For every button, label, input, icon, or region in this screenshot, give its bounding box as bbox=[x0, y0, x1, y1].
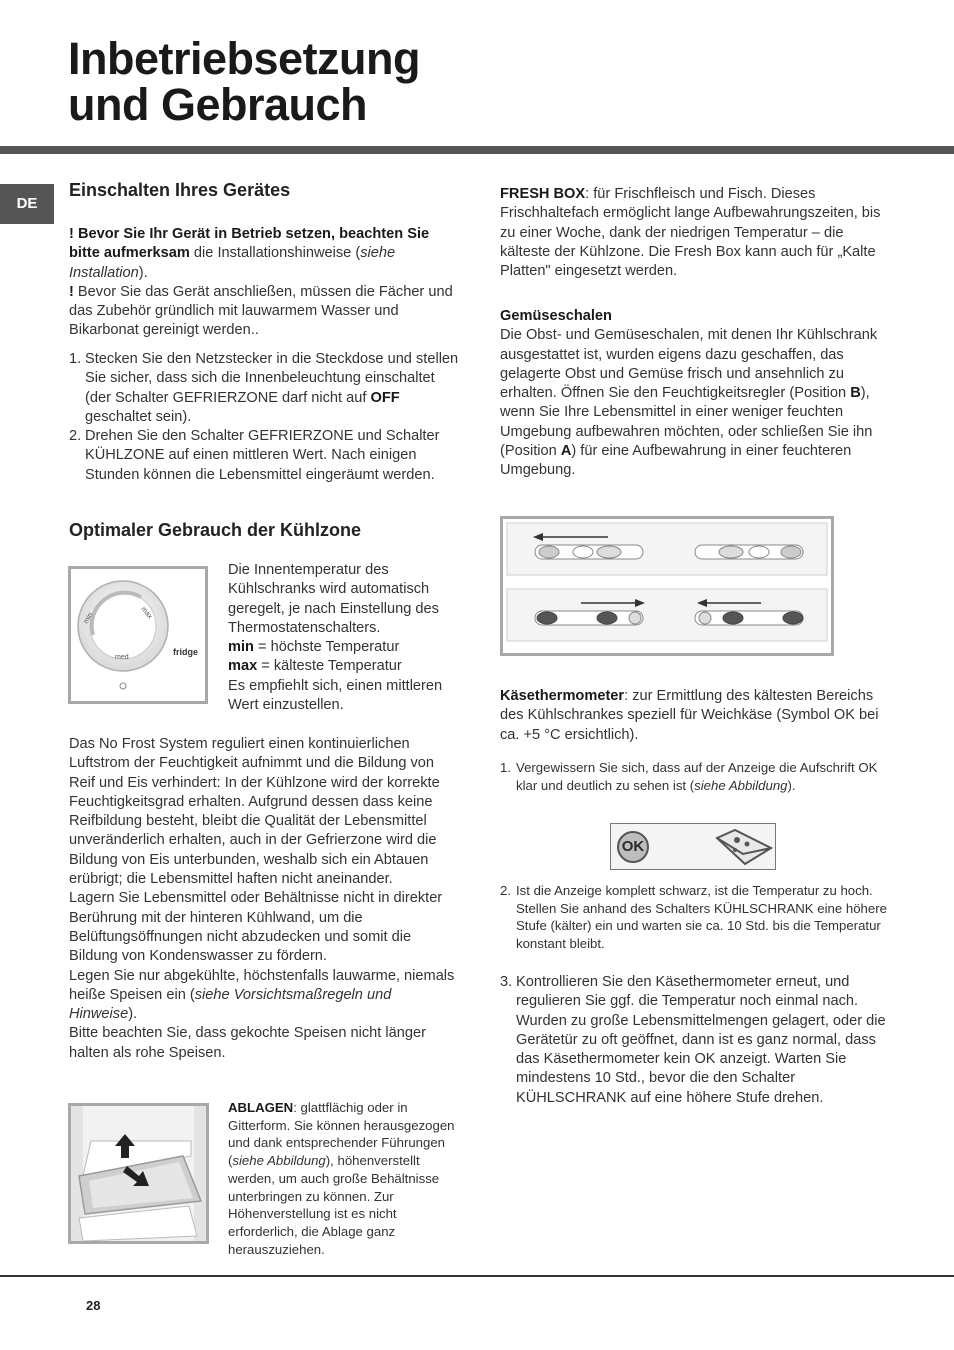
nofrost-paragraph-4: Bitte beachten Sie, dass gekochte Speisen nicht länger halten als rohe Speisen. bbox=[69, 1025, 426, 1061]
vegetable-heading-text: Gemüseschalen bbox=[500, 308, 612, 324]
list-item-text bbox=[516, 759, 892, 794]
steps-list bbox=[69, 350, 461, 485]
c1-text: Vergewissern Sie sich, dass auf der Anzeige die Aufschrift OK klar und deutlich zu sehen ist ( bbox=[516, 760, 878, 793]
veg-text-2: ), wenn Sie Ihre Lebensmittel in einer weniger feuchten Umgebung aufbewahren möchten, oder schließen Sie ihn (Position bbox=[500, 385, 873, 460]
shelf-illustration bbox=[71, 1106, 206, 1241]
min-bold: min bbox=[228, 639, 254, 656]
thermostat-figure bbox=[68, 566, 208, 704]
header-divider bbox=[0, 146, 954, 154]
list-item-text bbox=[85, 350, 461, 427]
warning-1-text: die Installationshinweise ( bbox=[189, 245, 361, 262]
thermostat-text bbox=[228, 561, 463, 715]
list-item-text: Ist die Anzeige komplett schwarz, ist die Temperatur zu hoch. Stellen Sie anhand des Schalters KÜHLSCHRANK eine höhere Stufe (kälter) ein und warten sie ca. 10 Std. bis die Temperatur konstant bleibt. bbox=[516, 883, 887, 952]
thermostat-recommendation: Es empfiehlt sich, einen mittleren Wert einzustellen. bbox=[228, 677, 443, 714]
list-item-text: Kontrollieren Sie den Käsethermometer erneut, und regulieren Sie ggf. die Temperatur noch einmal nach. Wurden zu große Lebensmittelmengen gelagert, oder die Gerätetür zu oft geöffnet, dann ist es ganz normal, dass das Käsethermometer kein OK anzeigt. Warten Sie mindestens 10 Std., bevor die den Schalter KÜHLSCHRANK auf eine höhere Stufe drehen. bbox=[516, 974, 886, 1106]
nofrost-paragraph-3 bbox=[69, 967, 461, 1025]
nofrost-paragraph-1: Das No Frost System reguliert einen kontinuierlichen Luftstrom der Feuchtigkeit aufnimmt und die Bildung von Reif und Eis verhindert: In der Kühlzone wird der korrekte Feuchtigkeitsgrad erhalten. Aufgrund dessen dass keine Reifbildung besteht, bleibt die Qualität der Lebensmittel unveränderlich erhalten, auch in der Gefrierzone wird die Bildung von Eis unterbunden, weshalb sich ein Abtauen erübrigt; die Lebensmittel haften nicht aneinander. bbox=[69, 736, 440, 888]
ok-indicator-figure bbox=[610, 823, 776, 870]
ablagen-bold: ABLAGEN bbox=[228, 1100, 294, 1115]
list-item bbox=[69, 427, 461, 485]
page-title-line2: und Gebrauch bbox=[68, 79, 368, 130]
ablagen-text-1: : glattflächig oder in Gitterform. Sie können herausgezogen und dank entsprechender Führungen ( bbox=[228, 1100, 455, 1169]
list-item bbox=[69, 350, 461, 427]
cheese-symbol-icon bbox=[715, 828, 773, 866]
max-line bbox=[228, 657, 463, 676]
ablagen-text bbox=[228, 1099, 464, 1258]
cheese-step-3 bbox=[500, 973, 892, 1108]
page-number: 28 bbox=[86, 1298, 101, 1313]
warning-1-ref: siehe Installation bbox=[69, 245, 396, 281]
min-text: = höchste Temperatur bbox=[253, 639, 400, 656]
freshbox-bold: FRESH BOX bbox=[500, 186, 586, 202]
cheese-step-2 bbox=[500, 882, 892, 953]
veg-text-1: Die Obst- und Gemüseschalen, mit denen Ihr Kühlschrank ausgestattet ist, wurden eigens dazu geschaffen, das gelagerte Obst und Gemüse frisch und ansehnlich zu erhalten. Öffnen Sie den Feuchtigkeitsregler (Position bbox=[500, 327, 878, 402]
footer-divider bbox=[0, 1275, 954, 1277]
cheese-bold: Käsethermometer bbox=[500, 688, 625, 704]
step1-bold: OFF bbox=[370, 389, 400, 406]
list-item-text: Drehen Sie den Schalter GEFRIERZONE und Schalter KÜHLZONE auf einen mittleren Wert. Nach einigen Stunden können die Lebensmittel eingeräumt werden. bbox=[85, 428, 440, 483]
warning-1-bold: Bevor Sie Ihr Gerät in Betrieb setzen, beachten Sie bitte aufmerksam bbox=[69, 226, 430, 262]
warning-2 bbox=[69, 283, 461, 341]
c1-end: ). bbox=[787, 777, 796, 793]
dial-min-label: min bbox=[82, 611, 95, 625]
warning-1-end: ). bbox=[138, 264, 148, 281]
step1-end: geschaltet sein). bbox=[85, 408, 192, 425]
list-item-number: 3. bbox=[500, 974, 513, 990]
humidity-slider-illustration bbox=[503, 519, 831, 653]
vegetable-heading bbox=[500, 307, 892, 326]
shelf-figure bbox=[68, 1103, 209, 1244]
list-item-number: 1. bbox=[69, 351, 82, 367]
ok-badge-icon bbox=[617, 831, 649, 863]
section-heading-einschalten: Einschalten Ihres Gerätes bbox=[69, 180, 291, 200]
veg-text-3: ) für eine Aufbewahrung in einer feuchteren Umgebung. bbox=[500, 443, 852, 479]
thermostat-dial-icon bbox=[71, 569, 205, 701]
vegetable-section bbox=[500, 307, 892, 481]
cheese-intro bbox=[500, 687, 892, 745]
min-line bbox=[228, 638, 463, 657]
warning-2-text: Bevor Sie das Gerät anschließen, müssen die Fächer und das Zubehör gründlich mit lauwarmem Wasser und Bikarbonat gereinigt werden.. bbox=[69, 283, 453, 339]
warning-2-mark: ! bbox=[69, 283, 74, 300]
cheese-step-1 bbox=[500, 759, 892, 794]
step1-text: Stecken Sie den Netzstecker in die Steckdose und stellen Sie sicher, dass sich die Innenbeleuchtung einschaltet (der Schalter GEFRIERZONE darf nicht auf bbox=[85, 351, 459, 406]
dial-max-label: max bbox=[139, 605, 154, 621]
list-item bbox=[500, 759, 892, 794]
veg-pos-b: B bbox=[850, 385, 861, 402]
ablagen-paragraph bbox=[228, 1099, 464, 1258]
max-text: = kälteste Temperatur bbox=[257, 658, 402, 675]
c1-ref: siehe Abbildung bbox=[694, 777, 788, 793]
warning-block bbox=[69, 225, 461, 341]
nofrost-text bbox=[69, 735, 461, 1063]
humidity-figure bbox=[500, 516, 834, 656]
dial-med-label: med bbox=[115, 654, 129, 661]
list-item bbox=[500, 973, 892, 1108]
vegetable-paragraph bbox=[500, 326, 892, 480]
section-heading-kuehlzone: Optimaler Gebrauch der Kühlzone bbox=[69, 520, 362, 540]
list-item-number: 2. bbox=[69, 428, 82, 445]
language-tab: DE bbox=[0, 184, 54, 224]
nofrost-p3-ref: siehe Vorsichtsmaßregeln und Hinweise bbox=[69, 986, 392, 1023]
list-item-number: 2. bbox=[500, 883, 511, 898]
ok-label: OK bbox=[621, 838, 645, 855]
thermostat-description: Die Innentemperatur des Kühlschranks wird automatisch geregelt, je nach Einstellung des Thermostatenschalters. bbox=[228, 562, 439, 636]
max-bold: max bbox=[228, 658, 258, 675]
freshbox-text bbox=[500, 185, 892, 281]
list-item-number: 1. bbox=[500, 760, 511, 775]
list-item bbox=[500, 882, 892, 953]
freshbox-paragraph bbox=[500, 185, 892, 281]
warning-1 bbox=[69, 225, 461, 283]
dial-fridge-label: fridge bbox=[173, 647, 199, 657]
warning-1-mark: ! bbox=[69, 226, 74, 242]
ablagen-ref: siehe Abbildung bbox=[232, 1153, 326, 1169]
freshbox-description: : für Frischfleisch und Fisch. Dieses Frischhaltefach ermöglicht lange Aufbewahrungszeiten, bis zu einer Woche, dank der niedrigen Temperatur – die kälteste der Kühlzone. Die Fresh Box kann auch für „Kalte Platten" eingesetzt werden. bbox=[500, 186, 881, 280]
nofrost-p3-end: ). bbox=[128, 1006, 138, 1023]
cheese-paragraph bbox=[500, 687, 892, 745]
cheese-description: : zur Ermittlung des kältesten Bereichs des Kühlschrankes speziell für Weichkäse (Symbol OK bei ca. +5 °C ersichtlich). bbox=[500, 688, 879, 743]
nofrost-p3-text: Legen Sie nur abgekühlte, höchstenfalls lauwarme, niemals heiße Speisen ein ( bbox=[69, 967, 455, 1003]
page-title bbox=[68, 33, 421, 130]
page-title-line1: Inbetriebsetzung bbox=[68, 33, 421, 84]
ablagen-text-2: ), höhenverstellt werden, um auch große Behältnisse unterbringen zu können. Zur Höhenverstellung ist es nicht erforderlich, die Ablage ganz herauszuziehen. bbox=[228, 1153, 440, 1257]
veg-pos-a: A bbox=[560, 443, 572, 460]
nofrost-paragraph-2: Lagern Sie Lebensmittel oder Behältnisse nicht in direkter Berührung mit der hinteren Kühlwand, um die Belüftungsöffnungen nicht abzudecken und somit die Bildung von Kondenswasser zu fördern. bbox=[69, 890, 443, 965]
